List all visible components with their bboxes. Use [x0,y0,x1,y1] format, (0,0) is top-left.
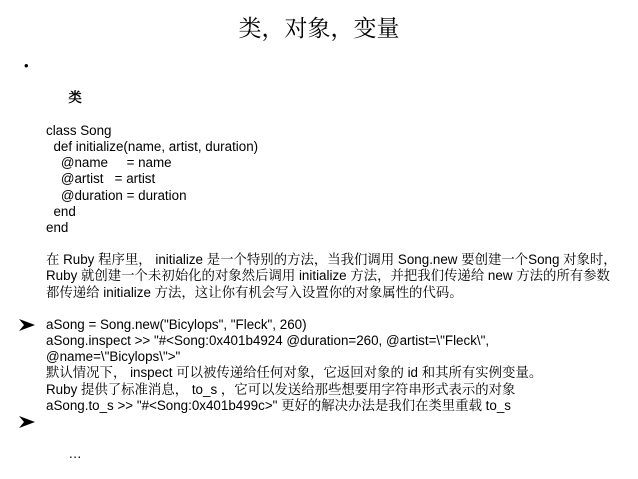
code-line: aSong.inspect >> "#<Song:0x401b4924 @duration=260, @artist=\"Fleck\", @name=\"Bicylops\">" [46,333,490,365]
code-line: @name = name [46,155,172,171]
code-line: end [46,203,76,219]
code-line: @artist = artist [46,171,156,187]
code-line: @duration = duration [46,187,187,203]
ellipsis-text: … [68,446,82,462]
code-line: end [46,220,69,236]
arrow-bullet-icon [18,415,36,429]
explanation-line: 默认情况下， inspect 可以被传递给任何对象，它返回对象的 id 和其所有实例变量。 [46,365,543,381]
code-line: class Song [46,122,112,138]
explanation-line: Ruby 提供了标准消息， to_s ，它可以发送给那些想要用字符串形式表示的对象 [46,381,516,397]
section-heading: 类 [68,90,82,106]
explanation-paragraph: 在 Ruby 程序里， initialize 是一个特别的方法，当我们调用 Song.new 要创建一个Song 对象时， Ruby 就创建一个未初始化的对象然后调用 initialize 方法，并把我们传递给 new 方法的所有参数都传递给 initialize 方法，这让你有机会写入设置你的对象属性的代码。 [46,252,617,300]
code-line: aSong.to_s >> "#<Song:0x401b499c>" 更好的解决办法是我们在类里重载 to_s [46,397,511,413]
bullet-item-ellipsis [22,414,622,479]
slide-title: 类，对象，变量 [238,15,400,41]
spacer [22,236,622,252]
slide-body [22,58,622,479]
bullet-item-class [22,58,622,123]
arrow-bullet-icon [18,318,36,332]
spacer [22,301,622,317]
code-line: def initialize(name, artist, duration) [46,139,259,155]
bullet-dot-icon: • [24,58,29,73]
bullet-item-inspect [22,317,622,333]
code-line: aSong = Song.new("Bicylops", "Fleck", 260) [46,316,307,332]
